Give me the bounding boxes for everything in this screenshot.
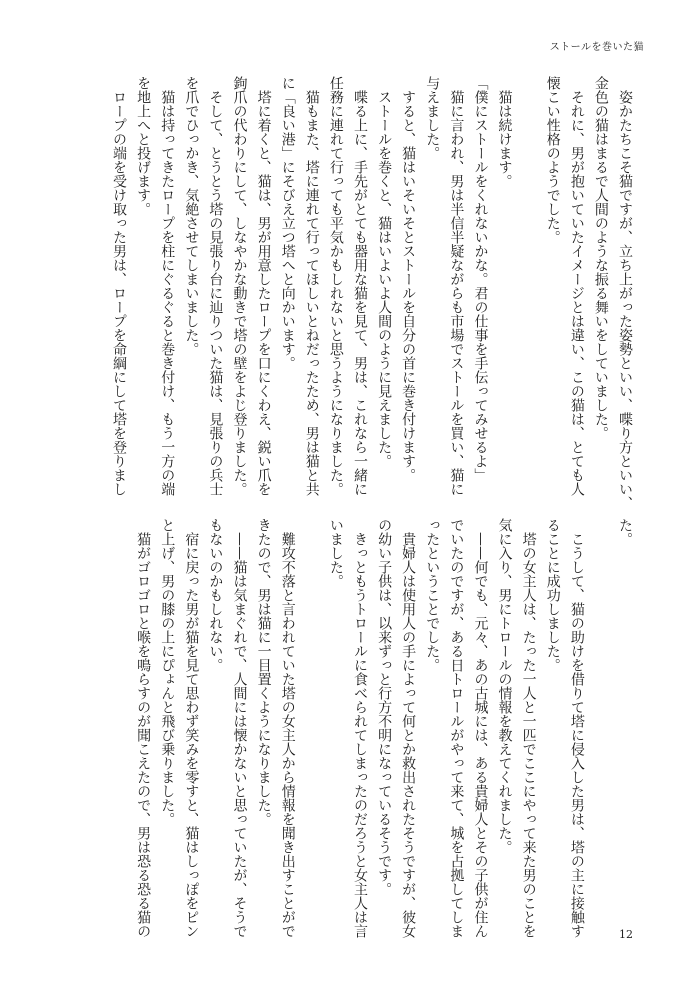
text-line: きっともうトロールに食べられてしまったのだろうと女主人は言 (351, 518, 368, 938)
text-line: それに、男が抱いていたイメージとは違い、この猫は、とても人 (568, 76, 585, 496)
text-line: を地上へと投げます。 (135, 76, 152, 216)
text-line: 姿かたちこそ猫ですが、立ち上がった姿勢といい、喋り方といい、 (617, 76, 633, 510)
text-line: そして、とうとう塔の見張り台に辿りついた猫は、見張りの兵士 (207, 76, 224, 496)
text-line: きたので、男は猫に一目置くようになりました。 (255, 518, 272, 826)
text-line: いました。 (327, 518, 344, 588)
text-line: ることに成功しました。 (544, 518, 561, 672)
lower-text-block (131, 518, 637, 943)
text-line: に「良い港」にそびえ立つ塔へと向かいます。 (279, 76, 296, 370)
text-line: 任務に連れて行っても平気かもしれないと思うようになりました。 (327, 76, 344, 496)
text-line: 猫もまた、塔に連れて行ってほしいとねだったため、男は猫と共 (303, 76, 320, 496)
text-line: 猫がゴロゴロと喉を鳴らすのが聞こえたので、男は恐る恐る猫の (135, 518, 152, 938)
text-line: 宿に戻った男が猫を見て思わず笑みを零すと、猫はしっぽをピン (183, 518, 200, 938)
page-number: 12 (619, 928, 633, 941)
text-line: すると、猫はいそいそとストールを自分の首に巻き付けます。 (400, 76, 417, 482)
text-line: 喋る上に、手先がとても器用な猫を見て、男は、これなら一緒に (351, 76, 368, 496)
text-line: ——猫は気まぐれで、人間には懐かないと思っていたが、そうで (231, 518, 248, 938)
text-line: 塔の女主人は、たった一人と一匹でここにやって来た男のことを (520, 518, 537, 938)
text-line: 金色の猫はまるで人間のような振る舞いをしていました。 (592, 76, 609, 440)
text-line: た。 (617, 518, 633, 546)
text-line: の幼い子供は、以来ずっと行方不明になっているそうです。 (376, 518, 393, 896)
text-line: 難攻不落と言われていた塔の女主人から情報を聞き出すことがで (279, 518, 296, 938)
text-line: 塔に着くと、猫は、男が用意したロープを口にくわえ、鋭い爪を (255, 76, 272, 496)
text-line: 猫は続けます。 (496, 76, 513, 188)
text-line: を爪でひっかき、気絶させてしまいました。 (183, 76, 200, 356)
text-line: 懐こい性格のようでした。 (544, 76, 561, 244)
text-line: こうして、猫の助けを借りて塔に侵入した男は、塔の主に接触す (568, 518, 585, 938)
text-line: ったということでした。 (424, 518, 441, 672)
text-line: 猫は持ってきたロープを柱にぐるぐると巻き付け、もう一方の端 (159, 76, 176, 496)
text-line: ストールを巻くと、猫はいよいよ人間のように見えました。 (376, 76, 393, 468)
text-line: 気に入り、男にトロールの情報を教えてくれました。 (496, 518, 513, 854)
text-line: 猫に言われ、男は半信半疑ながらも市場でストールを買い、猫に (448, 76, 465, 496)
text-line: もないのかもしれない。 (207, 518, 224, 672)
text-line: ——何でも、元々、あの古城には、ある貴婦人とその子供が住ん (472, 518, 489, 938)
text-line: 「僕にストールをくれないかな。君の仕事を手伝ってみせるよ」 (472, 76, 489, 482)
text-line: 鉤爪の代わりにして、しなやかな動きで塔の壁をよじ登りました。 (231, 76, 248, 496)
text-line: でいたのですが、ある日トロールがやって来て、城を占拠してしま (448, 518, 465, 938)
text-line: ロープの端を受け取った男は、ロープを命綱にして塔を登りまし (111, 76, 128, 496)
text-line: 与えました。 (424, 76, 441, 160)
blank-line (589, 518, 613, 943)
text-line: 貴婦人は使用人の手によって何とか救出されたそうですが、彼女 (400, 518, 417, 938)
text-line: と上げ、男の膝の上にぴょんと飛び乗りました。 (159, 518, 176, 826)
running-header: ストールを巻いた猫 (549, 42, 644, 53)
blank-line (517, 76, 541, 501)
blank-line (300, 518, 324, 943)
upper-text-block (107, 76, 637, 510)
